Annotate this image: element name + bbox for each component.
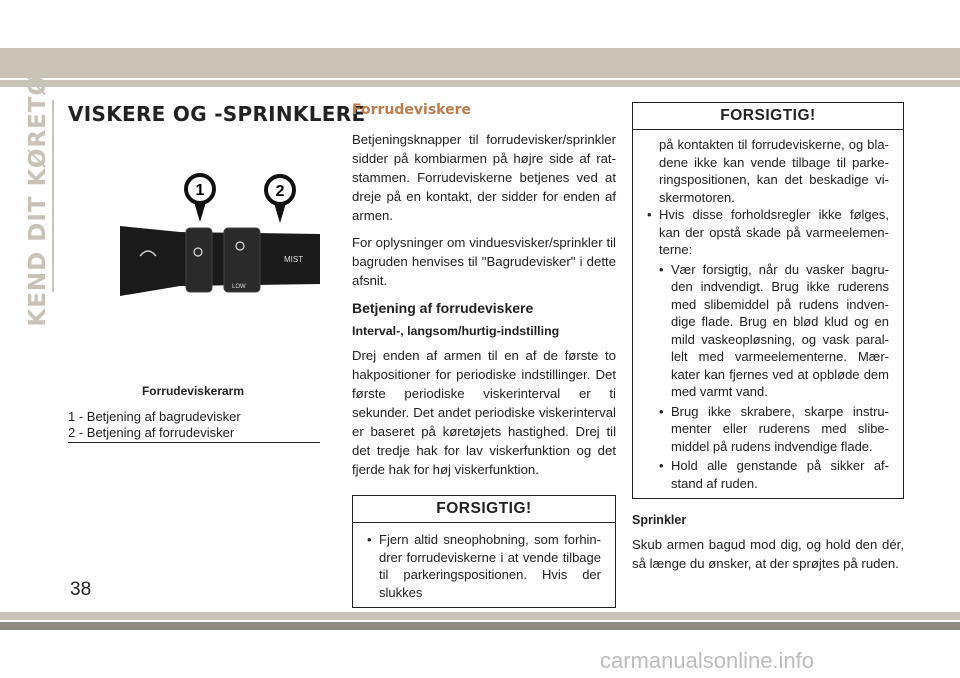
- warning-box-continued: [632, 102, 904, 499]
- warning-bullet-text: Fjern altid sneophobning, som forhin-drer forrudeviskerne i at vende tilbage til parkeringspositionen. Hvis der slukkes: [379, 532, 601, 600]
- paragraph: Betjeningsknapper til forrudevisker/sprinkler sidder på kombiarmen på højre side af rat-stammen. Forrudeviskerne betjenes ved at dreje på en kontakt, der sidder for enden af armen.: [352, 132, 616, 223]
- warning-title: FORSIGTIG!: [353, 496, 615, 523]
- bottom-band-dark: [0, 622, 960, 630]
- warning-continuation: på kontakten til forrudeviskerne, og bla-dene ikke kan vende tilbage til parke-ringspositionen, kan det beskadige vi-skermotoren.: [659, 137, 889, 205]
- warning-subbullet-text: Brug ikke skrabere, skarpe instru-menter eller ruderens med slibe-middel på rudens indvendige flade.: [671, 403, 889, 454]
- page-number: 38: [70, 579, 92, 600]
- page-title: VISKERE OG -SPRINKLERE: [68, 102, 366, 126]
- paragraph: Drej enden af armen til en af de første to hakpositioner for periodiske indstillinger. Det første periodiske viskerinterval er ti sekunder. Det andet periodiske viskerinterval er baseret på køretøjets hastighed. Drej til det tredje hak for lav viskerfunktion og det fjerde hak for høj viskerfunktion.: [352, 348, 616, 477]
- paragraph: Skub armen bagud mod dig, og hold den dér, så længe du ønsker, at der sprøjtes på ruden.: [632, 537, 904, 571]
- warning-subbullet: • Brug ikke skrabere, skarpe instru-menter eller ruderens med slibe-middel på rudens indvendige flade.: [659, 403, 889, 454]
- figure-caption-item-2: 2 - Betjening af forrudevisker: [68, 425, 235, 440]
- callout-2-number: 2: [275, 183, 285, 200]
- watermark: carmanualsonline.info: [600, 648, 815, 673]
- section-heading: Forrudeviskere: [352, 102, 471, 118]
- wiper-stalk-figure: [120, 166, 320, 366]
- bottom-band: [0, 612, 960, 620]
- front-wiper-ring: [224, 228, 260, 292]
- warning-title: FORSIGTIG!: [633, 103, 903, 130]
- mist-label: MIST: [284, 255, 304, 264]
- rear-wiper-ring: [186, 228, 212, 292]
- sprinkler-heading: Sprinkler: [632, 513, 687, 527]
- side-tab-underline: [52, 100, 54, 292]
- callout-1-number: 1: [195, 182, 205, 199]
- subsection-heading: Betjening af forrudeviskere: [352, 300, 534, 316]
- warning-bullet: • Hvis disse forholdsregler ikke følges, kan der opstå skade på varmeelemen-terne:: [647, 207, 889, 257]
- warning-subbullet: • Hold alle genstande på sikker af-stand af ruden.: [659, 458, 889, 491]
- callout-2-pointer: [274, 203, 286, 223]
- column-3: [632, 102, 904, 581]
- low-label: LOW: [232, 284, 246, 290]
- warning-subbullet-text: Vær forsigtig, når du vasker bagru-den indvendigt. Brug ikke ruderens med slibemiddel på rudens indven-dige flade. Brug en blød klud og en mild vaskeopløsning, og vask paral-lelt med varmeelementerne. Mær-kater kan fjernes ved at opbløde dem med varmt vand.: [671, 261, 889, 399]
- side-tab-label: KEND DIT KØRETØJ: [25, 65, 51, 327]
- caption-rule: [68, 442, 320, 443]
- side-section-tab: [18, 65, 58, 327]
- top-band-thin: [0, 80, 960, 87]
- figure-caption-title: Forrudeviskerarm: [141, 384, 245, 398]
- warning-bullet: • Fjern altid sneophobning, som forhin-drer forrudeviskerne i at vende tilbage til parkeringspositionen. Hvis der slukkes: [367, 532, 601, 600]
- subsubsection-heading: Interval-, langsom/hurtig-indstilling: [352, 324, 560, 338]
- warning-subbullet: • Vær forsigtig, når du vasker bagru-den indvendigt. Brug ikke ruderens med slibemiddel på rudens indven-dige flade. Brug en blød klud og en mild vaskeopløsning, og vask paral-lelt med varmeelementerne. Mær-kater kan fjernes ved at opbløde dem med varmt vand.: [659, 261, 889, 399]
- figure-caption-item-1: 1 - Betjening af bagrudevisker: [68, 409, 241, 424]
- paragraph: For oplysninger om vinduesvisker/sprinkler til bagruden henvises til "Bagrudevisker" i dette afsnit.: [352, 235, 616, 288]
- column-2: [352, 102, 616, 608]
- top-band: [0, 48, 960, 78]
- callout-1-pointer: [194, 202, 206, 222]
- warning-bullet-text: Hvis disse forholdsregler ikke følges, kan der opstå skade på varmeelemen-terne:: [659, 207, 889, 257]
- warning-box: [352, 495, 616, 608]
- warning-subbullet-text: Hold alle genstande på sikker af-stand af ruden.: [671, 458, 889, 491]
